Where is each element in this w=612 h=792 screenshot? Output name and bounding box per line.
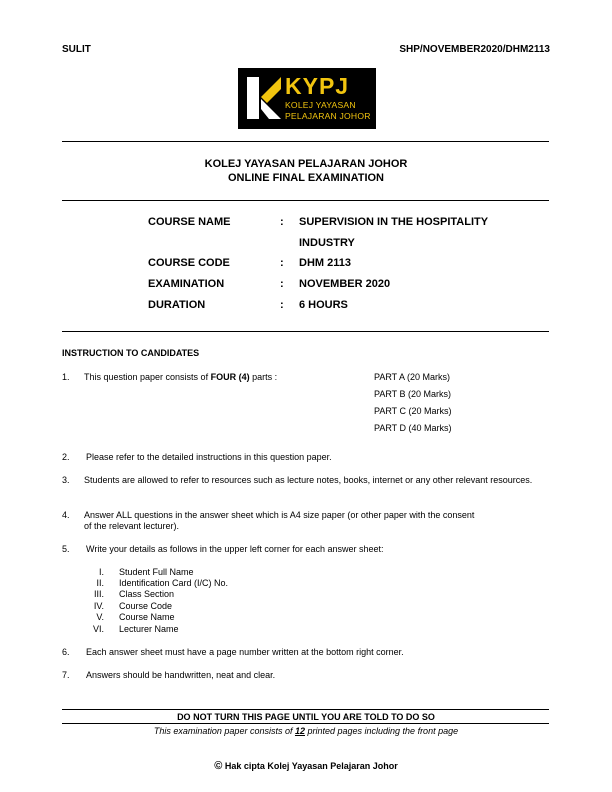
instruction-number: 5. (62, 544, 70, 554)
list-item-numeral: IV. (93, 601, 104, 611)
footer-divider-top (62, 709, 549, 710)
instruction-number: 2. (62, 452, 70, 462)
list-item-numeral: II. (96, 578, 104, 588)
list-item-numeral: III. (93, 589, 104, 599)
instruction-number: 1. (62, 372, 70, 382)
divider-mid (62, 200, 549, 201)
copyright-icon: © (214, 760, 223, 772)
instruction-number: 6. (62, 647, 70, 657)
instruction-4-cont: of the relevant lecturer). (84, 521, 180, 531)
instruction-6: Each answer sheet must have a page number written at the bottom right corner. (86, 647, 404, 657)
course-code-label: COURSE CODE (148, 257, 230, 269)
instruction-number: 3. (62, 475, 70, 485)
kypj-emblem-icon (245, 75, 283, 121)
list-item-numeral: VI. (92, 624, 104, 634)
separator: : (280, 216, 284, 228)
instructions-heading: INSTRUCTION TO CANDIDATES (62, 348, 200, 358)
instruction-7: Answers should be handwritten, neat and clear. (86, 670, 276, 680)
instruction-2: Please refer to the detailed instructions in this question paper. (86, 452, 332, 462)
list-item: Course Code (119, 601, 173, 611)
logo-brand: KYPJ (285, 73, 350, 99)
instruction-1-text: This question paper consists of (84, 372, 211, 382)
part-a: PART A (20 Marks) (374, 372, 451, 382)
separator: : (280, 257, 284, 269)
list-item: Class Section (119, 589, 175, 599)
instruction-3: Students are allowed to refer to resources such as lecture notes, books, internet or any other relevant resources. (84, 475, 533, 485)
instruction-number: 7. (62, 670, 70, 680)
examination-label: EXAMINATION (148, 278, 225, 290)
list-item: Identification Card (I/C) No. (119, 578, 229, 588)
logo-line-1: KOLEJ YAYASAN (285, 100, 356, 110)
header-right: SHP/NOVEMBER2020/DHM2113 (399, 44, 550, 55)
exam-title: ONLINE FINAL EXAMINATION (227, 172, 385, 184)
instruction-1 (84, 372, 277, 383)
course-name-label: COURSE NAME (148, 216, 231, 228)
header-left: SULIT (62, 44, 91, 55)
course-name-value-cont: INDUSTRY (299, 237, 355, 249)
page-count-text-end: printed pages including the front page (304, 726, 459, 736)
duration-value: 6 HOURS (299, 299, 348, 311)
duration-label: DURATION (148, 299, 206, 311)
list-item-numeral: I. (98, 567, 104, 577)
footer-warning: DO NOT TURN THIS PAGE UNTIL YOU ARE TOLD TO DO SO (177, 712, 435, 722)
page-count-number: 12 (294, 726, 305, 736)
course-name-value: SUPERVISION IN THE HOSPITALITY (299, 216, 489, 228)
part-d: PART D (40 Marks) (374, 423, 452, 433)
instruction-4: Answer ALL questions in the answer sheet which is A4 size paper (or other paper with the consent (84, 510, 475, 520)
instruction-1-text-end: parts : (249, 372, 278, 382)
divider-top (62, 141, 549, 142)
page-count-text: This examination paper consists of (153, 726, 295, 736)
footer-divider-bottom (62, 723, 549, 724)
kypj-logo (238, 68, 376, 129)
list-item: Student Full Name (119, 567, 194, 577)
separator: : (280, 299, 284, 311)
copyright (0, 760, 612, 772)
course-code-value: DHM 2113 (299, 257, 351, 269)
list-item: Lecturer Name (119, 624, 179, 634)
examination-value: NOVEMBER 2020 (299, 278, 391, 290)
separator: : (280, 278, 284, 290)
logo-line-2: PELAJARAN JOHOR (285, 111, 371, 121)
copyright-text: Hak cipta Kolej Yayasan Pelajaran Johor (224, 761, 398, 771)
list-item-numeral: V. (96, 612, 104, 622)
instruction-5: Write your details as follows in the upper left corner for each answer sheet: (86, 544, 384, 554)
list-item: Course Name (119, 612, 175, 622)
part-b: PART B (20 Marks) (374, 389, 452, 399)
divider-course (62, 331, 549, 332)
institution-title: KOLEJ YAYASAN PELAJARAN JOHOR (204, 158, 408, 170)
page-count-note (0, 726, 612, 736)
part-c: PART C (20 Marks) (374, 406, 452, 416)
instruction-number: 4. (62, 510, 70, 520)
instruction-1-bold: FOUR (4) (210, 372, 250, 382)
